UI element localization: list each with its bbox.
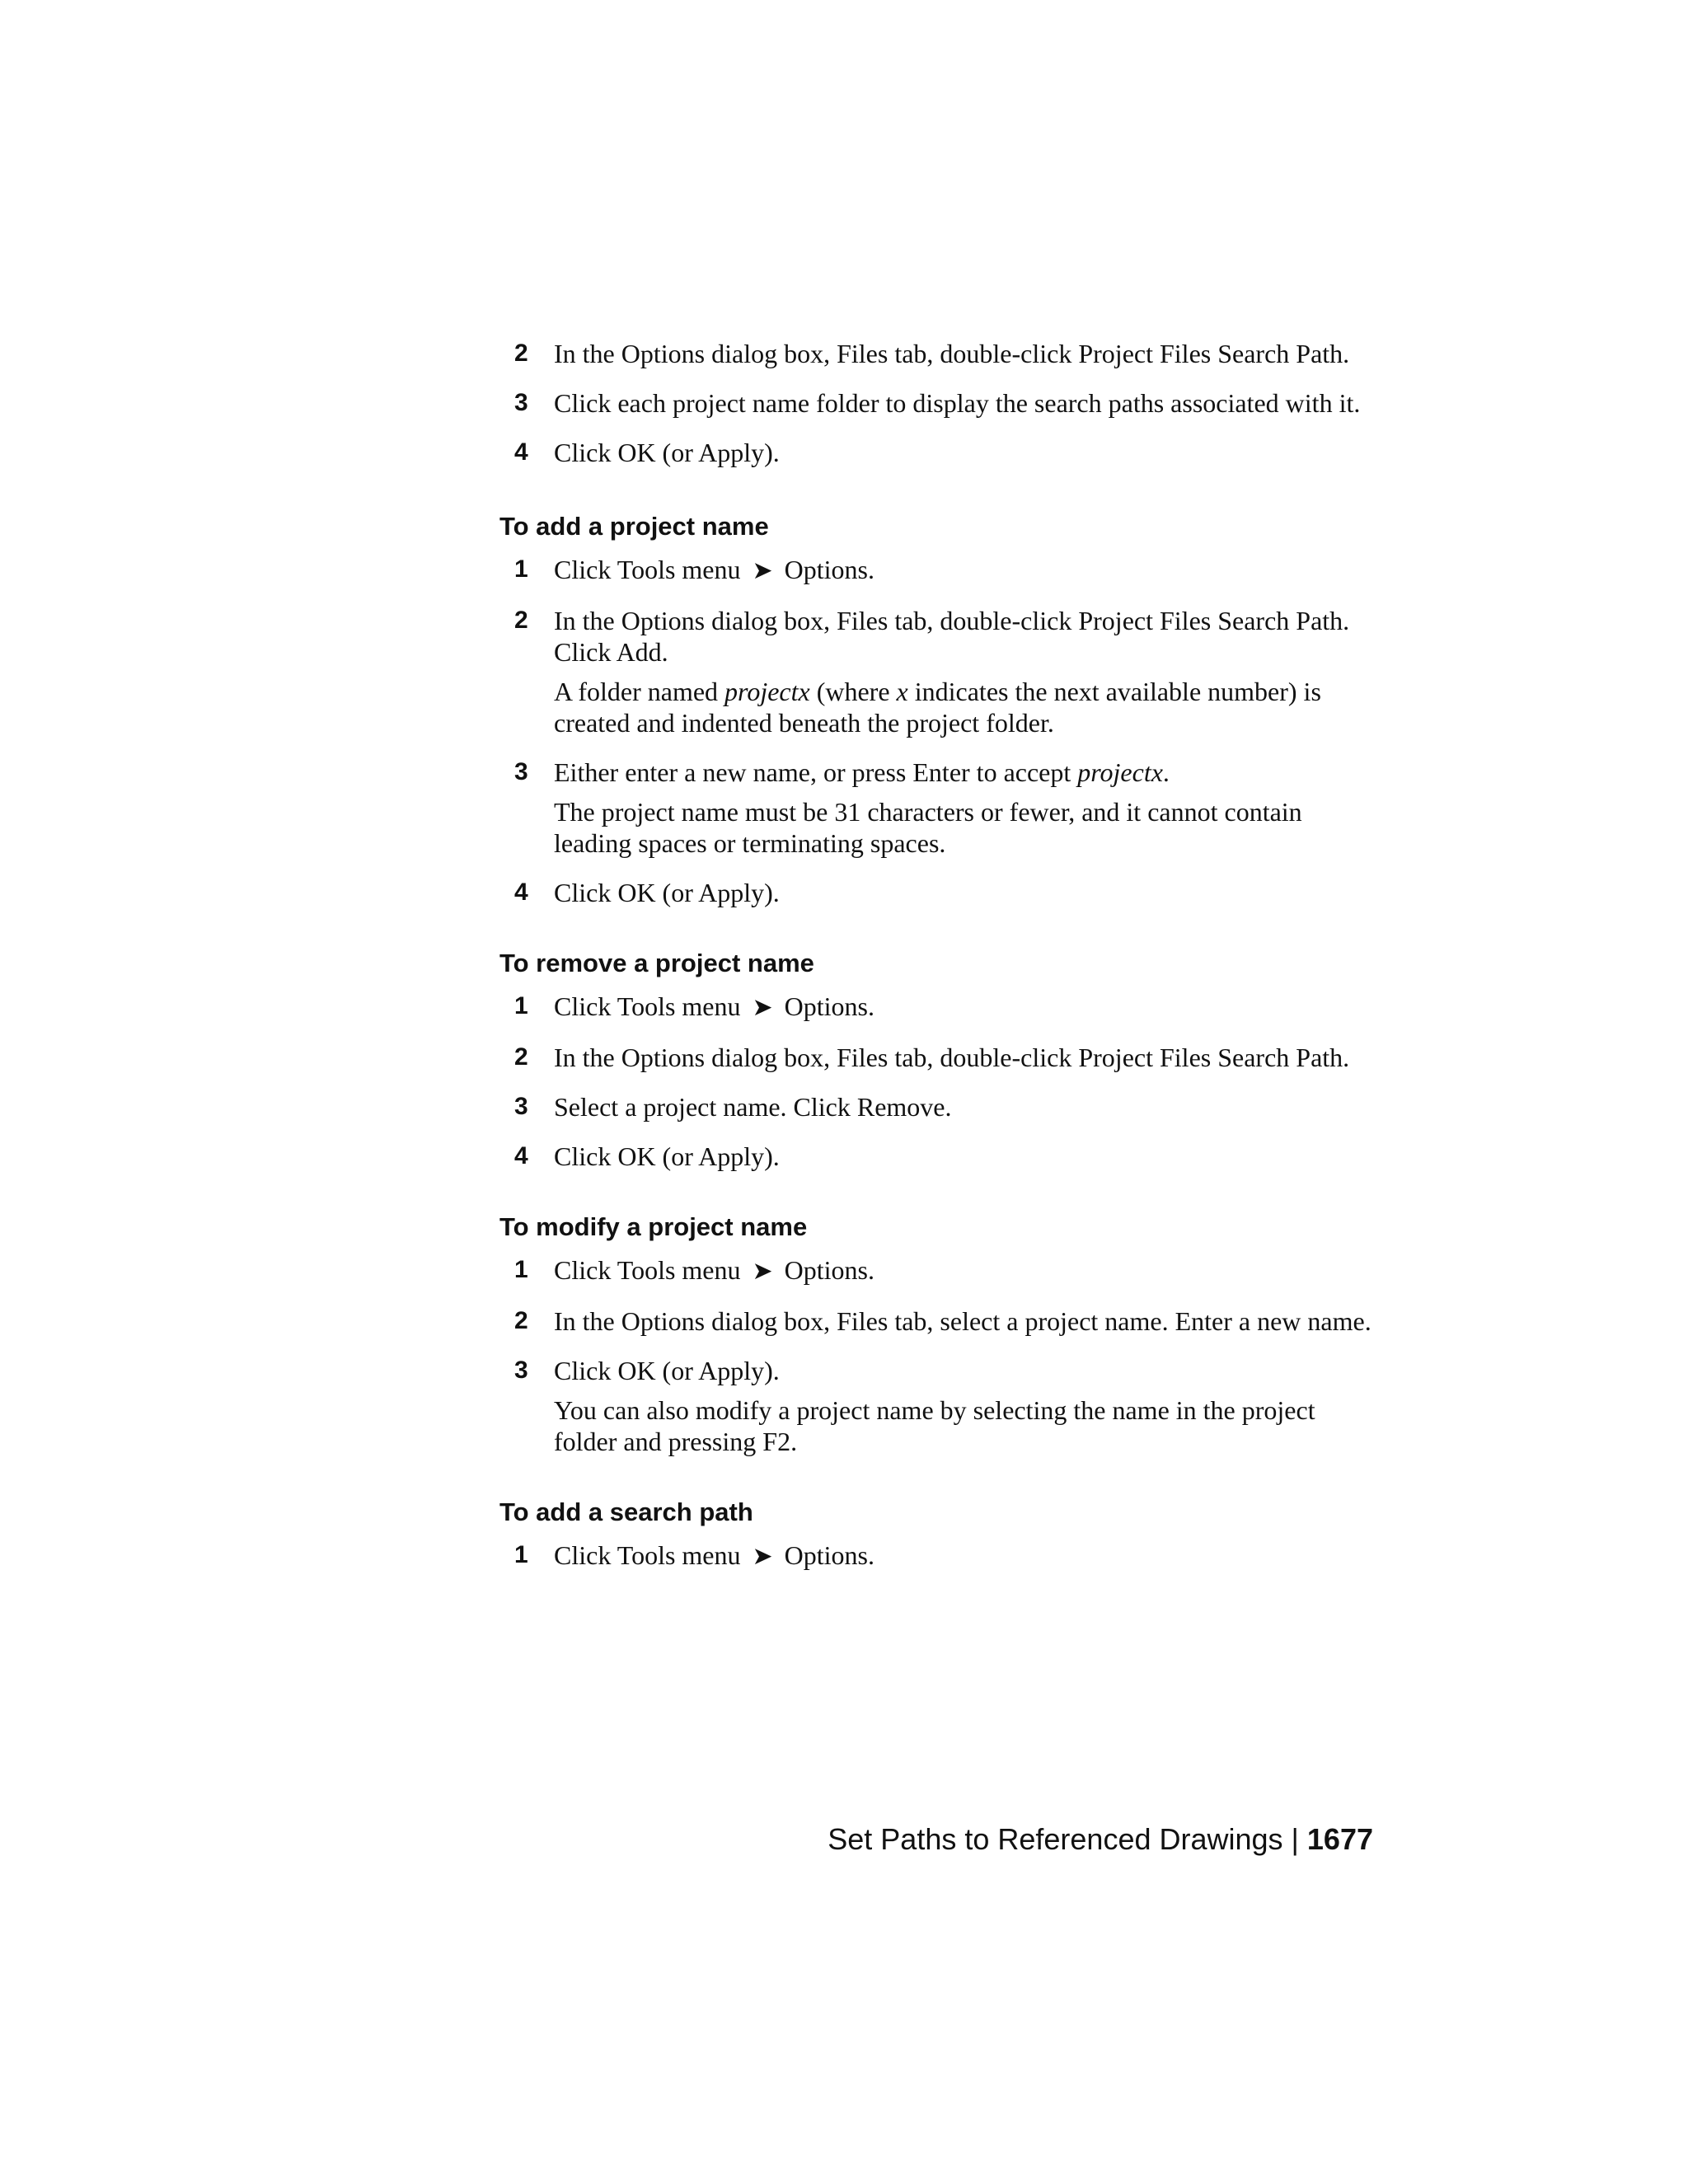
chapter-title: Set Paths to Referenced Drawings — [828, 1822, 1283, 1856]
continued-steps — [499, 338, 1373, 468]
step-number: 1 — [514, 992, 528, 1019]
list-item — [499, 1305, 1373, 1337]
menu-path-end: Options. — [784, 991, 874, 1021]
arrow-icon: ➤ — [752, 1542, 773, 1571]
step-text: Click OK (or Apply). — [554, 438, 780, 467]
step-text: Click OK (or Apply). — [554, 1356, 780, 1385]
step-text: In the Options dialog box, Files tab, double-click Project Files Search Path. — [554, 339, 1350, 368]
step-note: The project name must be 31 characters or fewer, and it cannot contain leading spaces or terminating spaces. — [554, 797, 1302, 858]
note-text: A folder named — [554, 677, 725, 706]
note-text: indicates the next available number) is created and indented beneath the project folder. — [554, 677, 1321, 738]
step-number: 4 — [514, 438, 528, 466]
menu-path-end: Options. — [784, 1540, 874, 1570]
step-text: In the Options dialog box, Files tab, double-click Project Files Search Path. Click Add. — [554, 606, 1350, 667]
step-number: 1 — [514, 1256, 528, 1283]
step-number: 2 — [514, 1043, 528, 1071]
step-text: Click OK (or Apply). — [554, 1141, 780, 1171]
step-text — [554, 757, 1373, 788]
menu-path-end: Options. — [784, 555, 874, 584]
step-text: Click each project name folder to display the search paths associated with it. — [554, 388, 1361, 418]
arrow-icon: ➤ — [752, 556, 773, 585]
list-item — [499, 757, 1373, 859]
step-text — [554, 554, 1373, 587]
list-item — [499, 877, 1373, 908]
step-number: 4 — [514, 879, 528, 906]
list-item — [499, 1141, 1373, 1172]
step-number: 1 — [514, 1541, 528, 1568]
menu-path-start: Click Tools menu — [554, 1255, 741, 1285]
section-heading: To add a project name — [499, 512, 769, 541]
section-add-project-name — [499, 511, 1373, 908]
page-footer — [499, 1821, 1373, 1858]
list-item — [499, 554, 1373, 587]
note-text: (where — [809, 677, 897, 706]
list-item — [499, 991, 1373, 1024]
list-item — [499, 338, 1373, 369]
note-emphasis: projectx — [724, 677, 810, 706]
note-emphasis: x — [896, 677, 908, 706]
step-text — [554, 991, 1373, 1024]
step-text-part: . — [1162, 757, 1170, 787]
step-number: 2 — [514, 340, 528, 367]
step-number: 3 — [514, 389, 528, 416]
section-remove-project-name — [499, 948, 1373, 1172]
section-heading: To add a search path — [499, 1497, 753, 1526]
list-item — [499, 1091, 1373, 1122]
step-text-emphasis: projectx — [1077, 757, 1163, 787]
menu-path-start: Click Tools menu — [554, 555, 741, 584]
list-item — [499, 605, 1373, 738]
section-modify-project-name — [499, 1212, 1373, 1457]
menu-path-start: Click Tools menu — [554, 1540, 741, 1570]
list-item — [499, 387, 1373, 419]
section-add-search-path — [499, 1497, 1373, 1572]
list-item — [499, 437, 1373, 468]
list-item — [499, 1042, 1373, 1073]
step-text-part: Either enter a new name, or press Enter to accept — [554, 757, 1078, 787]
step-number: 3 — [514, 1357, 528, 1384]
step-number: 2 — [514, 1307, 528, 1334]
section-heading: To modify a project name — [499, 1212, 808, 1241]
step-number: 3 — [514, 758, 528, 785]
step-text: Click OK (or Apply). — [554, 878, 780, 907]
page-content — [499, 338, 1373, 1612]
arrow-icon: ➤ — [752, 1257, 773, 1286]
step-text: Select a project name. Click Remove. — [554, 1092, 952, 1122]
footer-separator: | — [1291, 1822, 1299, 1856]
step-text — [554, 1254, 1373, 1287]
step-number: 4 — [514, 1142, 528, 1169]
list-item — [499, 1254, 1373, 1287]
step-text: In the Options dialog box, Files tab, double-click Project Files Search Path. — [554, 1043, 1350, 1072]
menu-path-start: Click Tools menu — [554, 991, 741, 1021]
step-note — [554, 676, 1373, 738]
page-number: 1677 — [1306, 1822, 1373, 1856]
menu-path-end: Options. — [784, 1255, 874, 1285]
arrow-icon: ➤ — [752, 993, 773, 1022]
step-number: 3 — [514, 1093, 528, 1120]
list-item — [499, 1355, 1373, 1457]
list-item — [499, 1540, 1373, 1572]
step-text: In the Options dialog box, Files tab, select a project name. Enter a new name. — [554, 1306, 1372, 1336]
step-number: 1 — [514, 555, 528, 583]
section-heading: To remove a project name — [499, 949, 814, 977]
step-note: You can also modify a project name by selecting the name in the project folder and pressing F2. — [554, 1395, 1315, 1456]
step-number: 2 — [514, 607, 528, 634]
step-text — [554, 1540, 1373, 1572]
